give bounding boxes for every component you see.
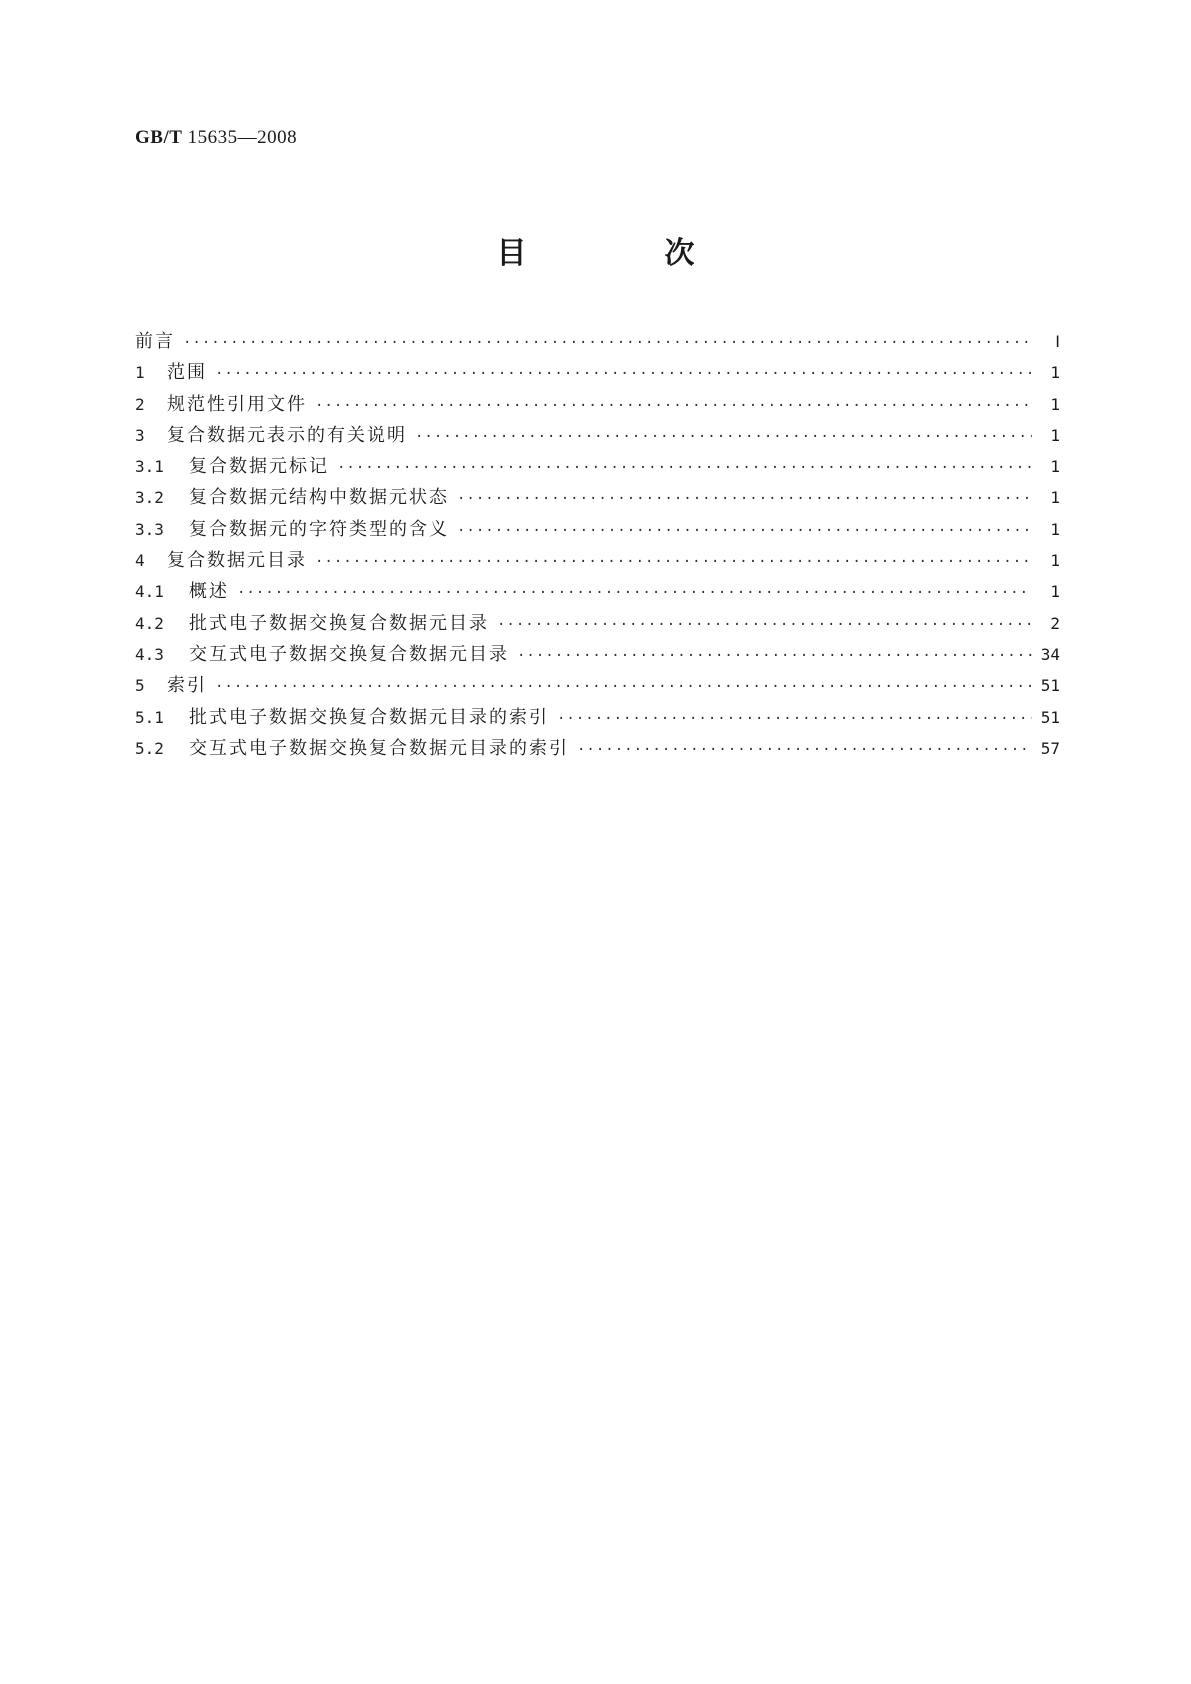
toc-entry-4[interactable] bbox=[135, 545, 1060, 576]
toc-page: 57 bbox=[1040, 738, 1060, 758]
toc-number: 4.1 bbox=[135, 582, 164, 602]
toc-label: 批式电子数据交换复合数据元目录的索引 bbox=[189, 706, 549, 728]
toc-page: 1 bbox=[1050, 363, 1060, 383]
toc-page: 1 bbox=[1050, 488, 1060, 508]
toc-number: 2 bbox=[135, 394, 145, 414]
toc-number: 5 bbox=[135, 676, 145, 696]
toc-entry-3-3[interactable] bbox=[135, 514, 1060, 545]
toc-page: Ⅰ bbox=[1055, 332, 1060, 351]
toc-entry-1[interactable] bbox=[135, 357, 1060, 388]
toc-leader-dots bbox=[457, 484, 1032, 515]
toc-number: 4.2 bbox=[135, 613, 164, 633]
toc-page: 34 bbox=[1040, 644, 1060, 664]
toc-number: 4.3 bbox=[135, 644, 164, 664]
toc-page: 1 bbox=[1050, 582, 1060, 602]
toc-label: 交互式电子数据交换复合数据元目录 bbox=[189, 643, 509, 665]
toc-number: 3.2 bbox=[135, 488, 164, 508]
toc-entry-5-1[interactable] bbox=[135, 702, 1060, 733]
toc-leader-dots bbox=[215, 672, 1032, 703]
toc-label: 交互式电子数据交换复合数据元目录的索引 bbox=[189, 737, 569, 759]
toc-leader-dots bbox=[497, 610, 1032, 641]
toc-leader-dots bbox=[415, 422, 1032, 453]
toc-page: 1 bbox=[1050, 457, 1060, 477]
toc-label: 复合数据元表示的有关说明 bbox=[167, 424, 407, 446]
toc-entry-foreword[interactable] bbox=[135, 326, 1060, 357]
toc-label: 范围 bbox=[167, 362, 207, 384]
toc-page: 51 bbox=[1040, 707, 1060, 727]
toc-leader-dots bbox=[517, 641, 1032, 672]
toc-entry-4-1[interactable] bbox=[135, 576, 1060, 607]
toc-entry-2[interactable] bbox=[135, 389, 1060, 420]
toc-entry-4-3[interactable] bbox=[135, 639, 1060, 670]
toc-leader-dots bbox=[215, 359, 1032, 390]
toc-label: 复合数据元标记 bbox=[189, 456, 329, 478]
toc-leader-dots bbox=[577, 735, 1032, 766]
toc-entry-5[interactable] bbox=[135, 670, 1060, 701]
standard-prefix: GB/T bbox=[135, 127, 183, 148]
toc-number: 4 bbox=[135, 551, 145, 571]
toc-page: 1 bbox=[1050, 425, 1060, 445]
toc-number: 3 bbox=[135, 425, 145, 445]
toc-page: 1 bbox=[1050, 394, 1060, 414]
toc-entry-3-2[interactable] bbox=[135, 482, 1060, 513]
toc-page: 1 bbox=[1050, 519, 1060, 539]
toc-label: 概述 bbox=[189, 581, 229, 603]
toc-number: 1 bbox=[135, 363, 145, 383]
table-of-contents bbox=[135, 326, 1060, 764]
toc-label: 批式电子数据交换复合数据元目录 bbox=[189, 612, 489, 634]
toc-leader-dots bbox=[557, 704, 1032, 735]
standard-number: 15635—2008 bbox=[187, 127, 298, 148]
toc-label: 前言 bbox=[135, 331, 175, 352]
page-title: 目 次 bbox=[496, 236, 749, 271]
toc-number: 5.2 bbox=[135, 738, 164, 758]
toc-leader-dots bbox=[315, 547, 1032, 578]
toc-page: 1 bbox=[1050, 551, 1060, 571]
toc-entry-5-2[interactable] bbox=[135, 733, 1060, 764]
toc-page: 51 bbox=[1040, 676, 1060, 696]
toc-leader-dots bbox=[183, 328, 1032, 359]
toc-label: 索引 bbox=[167, 675, 207, 697]
toc-entry-3-1[interactable] bbox=[135, 451, 1060, 482]
toc-leader-dots bbox=[337, 453, 1032, 484]
toc-leader-dots bbox=[237, 578, 1032, 609]
toc-number: 3.3 bbox=[135, 519, 164, 539]
toc-leader-dots bbox=[315, 391, 1032, 422]
toc-number: 5.1 bbox=[135, 707, 164, 727]
toc-entry-4-2[interactable] bbox=[135, 608, 1060, 639]
toc-label: 复合数据元结构中数据元状态 bbox=[189, 487, 449, 509]
toc-leader-dots bbox=[457, 516, 1032, 547]
toc-label: 复合数据元的字符类型的含义 bbox=[189, 518, 449, 540]
toc-label: 规范性引用文件 bbox=[167, 393, 307, 415]
toc-page: 2 bbox=[1050, 613, 1060, 633]
toc-label: 复合数据元目录 bbox=[167, 550, 307, 572]
toc-number: 3.1 bbox=[135, 457, 164, 477]
toc-entry-3[interactable] bbox=[135, 420, 1060, 451]
standard-code bbox=[135, 127, 297, 149]
